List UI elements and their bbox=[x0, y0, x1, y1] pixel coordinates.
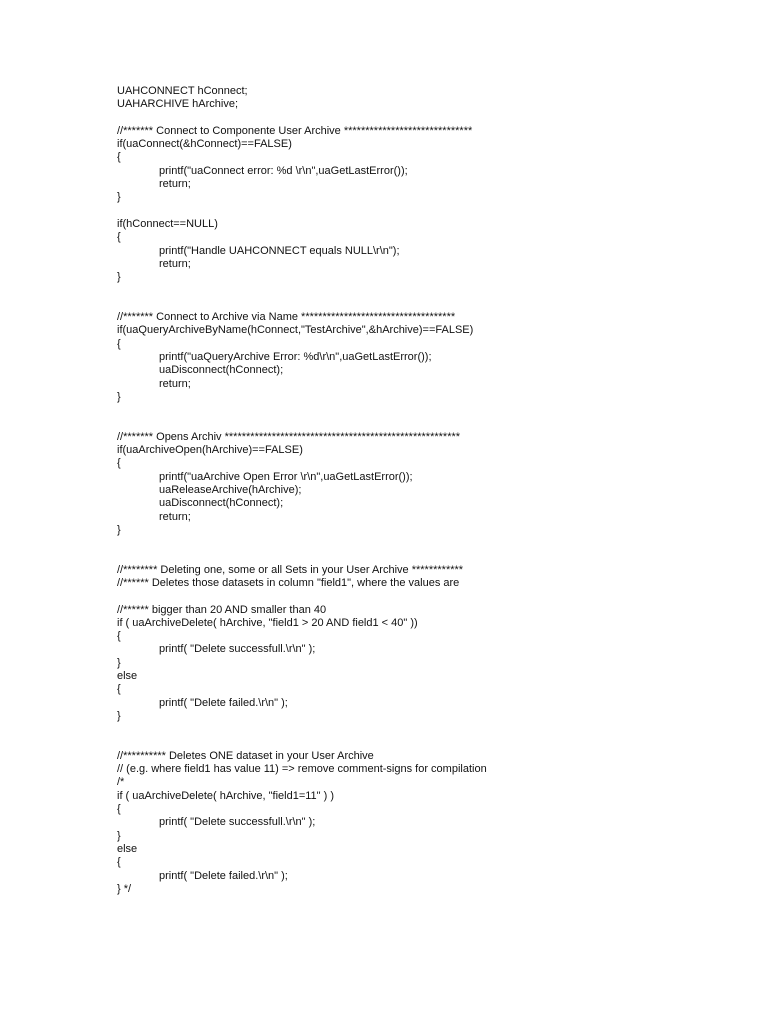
code-line: printf("uaArchive Open Error \r\n",uaGetLastError()); bbox=[159, 470, 413, 483]
code-line: uaDisconnect(hConnect); bbox=[159, 364, 284, 377]
code-line: printf( "Delete failed.\r\n" ); bbox=[159, 696, 288, 709]
code-line: { bbox=[117, 683, 121, 696]
code-line: //****** Deletes those datasets in column "field1", where the values are bbox=[117, 576, 460, 589]
code-line bbox=[117, 590, 737, 603]
code-line: } bbox=[117, 271, 121, 284]
code-line bbox=[117, 284, 737, 297]
code-line: //******** Deleting one, some or all Sets in your User Archive ************ bbox=[117, 563, 464, 576]
code-line bbox=[117, 723, 737, 736]
code-line: } bbox=[117, 191, 121, 204]
code-line: if ( uaArchiveDelete( hArchive, "field1=11" ) ) bbox=[117, 789, 335, 802]
code-line: return; bbox=[159, 377, 191, 390]
code-line: else bbox=[117, 842, 138, 855]
code-line bbox=[117, 737, 737, 750]
code-line: } bbox=[117, 829, 121, 842]
code-line: { bbox=[117, 457, 121, 470]
code-line: return; bbox=[159, 178, 191, 191]
code-line: printf("uaQueryArchive Error: %d\r\n",uaGetLastError()); bbox=[159, 350, 432, 363]
code-line: } bbox=[117, 656, 121, 669]
code-line: { bbox=[117, 856, 121, 869]
code-line: if(uaConnect(&hConnect)==FALSE) bbox=[117, 138, 292, 151]
code-line: else bbox=[117, 670, 138, 683]
code-line bbox=[117, 298, 737, 311]
code-line: uaReleaseArchive(hArchive); bbox=[159, 483, 302, 496]
code-line: } bbox=[117, 709, 121, 722]
code-line: UAHCONNECT hConnect; bbox=[117, 85, 248, 97]
code-line: printf( "Delete successfull.\r\n" ); bbox=[159, 643, 316, 656]
code-line bbox=[117, 537, 737, 550]
code-line bbox=[117, 550, 737, 563]
code-line: if(uaQueryArchiveByName(hConnect,"TestArchive",&hArchive)==FALSE) bbox=[117, 324, 474, 337]
code-line bbox=[117, 404, 737, 417]
code-line: /* bbox=[117, 776, 125, 789]
code-line: //******* Connect to Componente User Archive ****************************** bbox=[117, 124, 473, 137]
code-line: if(uaArchiveOpen(hArchive)==FALSE) bbox=[117, 444, 303, 457]
code-line: } bbox=[117, 523, 121, 536]
code-line bbox=[117, 417, 737, 430]
code-listing bbox=[117, 85, 737, 896]
code-line: } */ bbox=[117, 882, 132, 895]
code-line: } bbox=[117, 390, 121, 403]
code-line: printf( "Delete successfull.\r\n" ); bbox=[159, 816, 316, 829]
code-line: printf("Handle UAHCONNECT equals NULL\r\n"); bbox=[159, 244, 400, 257]
code-line bbox=[117, 112, 737, 125]
code-line: if ( uaArchiveDelete( hArchive, "field1 > 20 AND field1 < 40" )) bbox=[117, 616, 418, 629]
code-line: UAHARCHIVE hArchive; bbox=[117, 98, 239, 111]
code-line: { bbox=[117, 151, 121, 164]
code-line: if(hConnect==NULL) bbox=[117, 217, 218, 230]
code-line: printf("uaConnect error: %d \r\n",uaGetLastError()); bbox=[159, 164, 408, 177]
code-line: { bbox=[117, 630, 121, 643]
code-line bbox=[117, 205, 737, 218]
code-line: //****** bigger than 20 AND smaller than 40 bbox=[117, 603, 327, 616]
code-line: //********** Deletes ONE dataset in your User Archive bbox=[117, 749, 374, 762]
code-line: //******* Connect to Archive via Name ************************************ bbox=[117, 311, 456, 324]
code-line: return; bbox=[159, 257, 191, 270]
code-line: { bbox=[117, 337, 121, 350]
code-line: printf( "Delete failed.\r\n" ); bbox=[159, 869, 288, 882]
code-line: return; bbox=[159, 510, 191, 523]
code-line: { bbox=[117, 231, 121, 244]
code-line: // (e.g. where field1 has value 11) => remove comment-signs for compilation bbox=[117, 763, 487, 776]
code-line: uaDisconnect(hConnect); bbox=[159, 497, 284, 510]
code-line: //******* Opens Archiv ******************************************************* bbox=[117, 430, 461, 443]
code-line: { bbox=[117, 803, 121, 816]
